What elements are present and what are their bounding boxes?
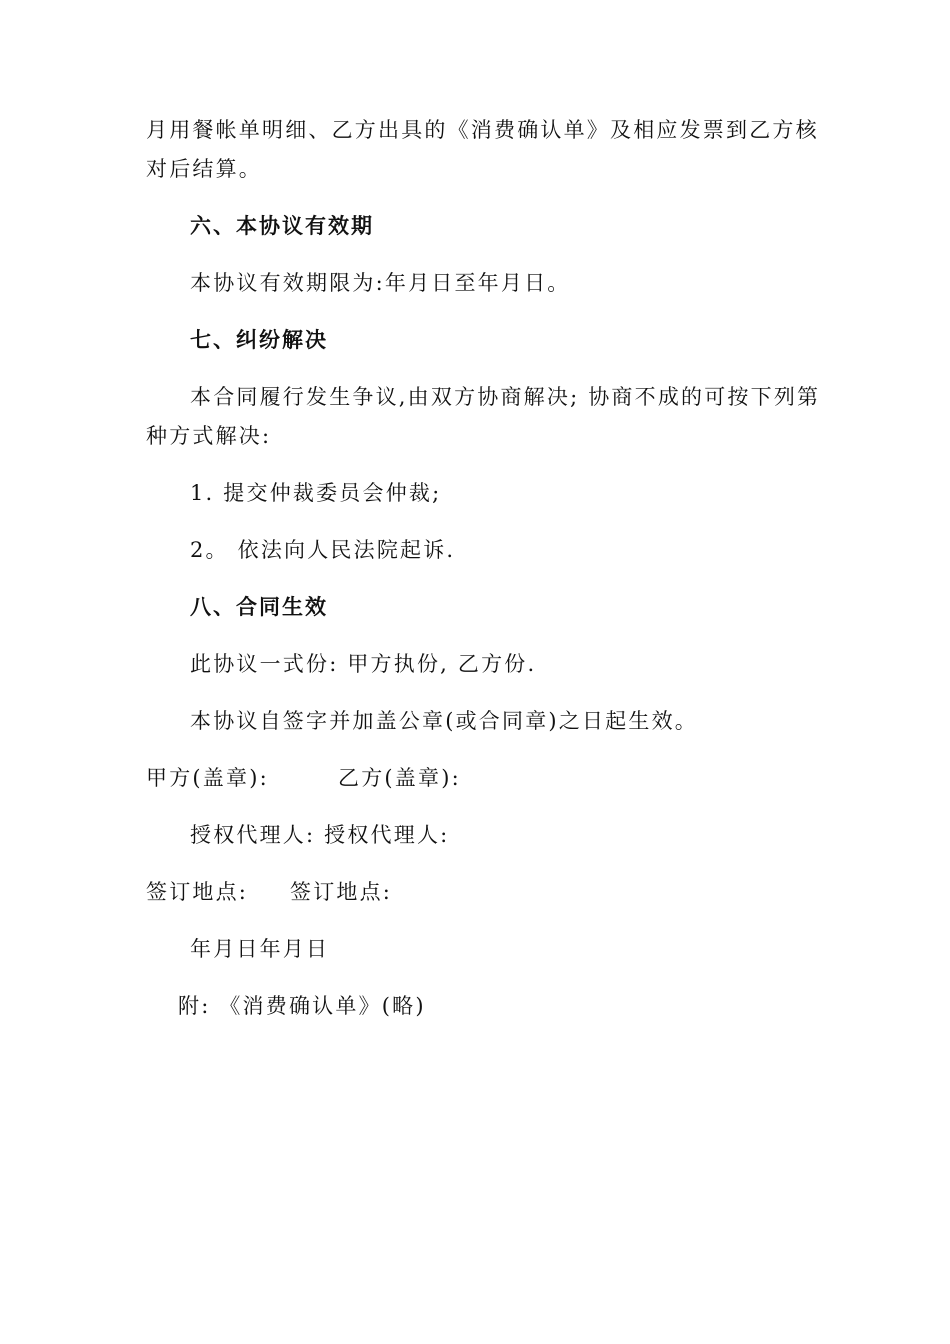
dispute-option-arbitration: 1. 提交仲裁委员会仲裁;: [190, 481, 442, 505]
attachment-note: 附: 《消费确认单》(略): [178, 994, 426, 1018]
settlement-paragraph-line-2: 对后结算。: [146, 157, 262, 181]
section-heading-validity: 六、本协议有效期: [190, 214, 374, 238]
party-b-seal-label: 乙方(盖章):: [338, 766, 461, 790]
authorized-agents-label: 授权代理人: 授权代理人:: [190, 823, 450, 847]
signing-place-b-label: 签订地点:: [290, 880, 393, 904]
signing-dates: 年月日年月日: [190, 937, 330, 961]
dispute-paragraph-line-2: 种方式解决:: [146, 424, 272, 448]
section-heading-dispute: 七、纠纷解决: [190, 328, 328, 352]
signing-place-a-label: 签订地点:: [146, 880, 249, 904]
copies-paragraph: 此协议一式份: 甲方执份, 乙方份.: [190, 652, 537, 676]
dispute-option-court: 2。 依法向人民法院起诉.: [190, 538, 456, 562]
validity-paragraph: 本协议有效期限为:年月日至年月日。: [190, 271, 571, 295]
section-heading-effect: 八、合同生效: [190, 595, 328, 619]
dispute-paragraph-line-1: 本合同履行发生争议,由双方协商解决; 协商不成的可按下列第: [190, 385, 821, 409]
effective-paragraph: 本协议自签字并加盖公章(或合同章)之日起生效。: [190, 709, 698, 733]
settlement-paragraph-line-1: 月用餐帐单明细、乙方出具的《消费确认单》及相应发票到乙方核: [146, 118, 819, 142]
party-a-seal-label: 甲方(盖章):: [146, 766, 269, 790]
